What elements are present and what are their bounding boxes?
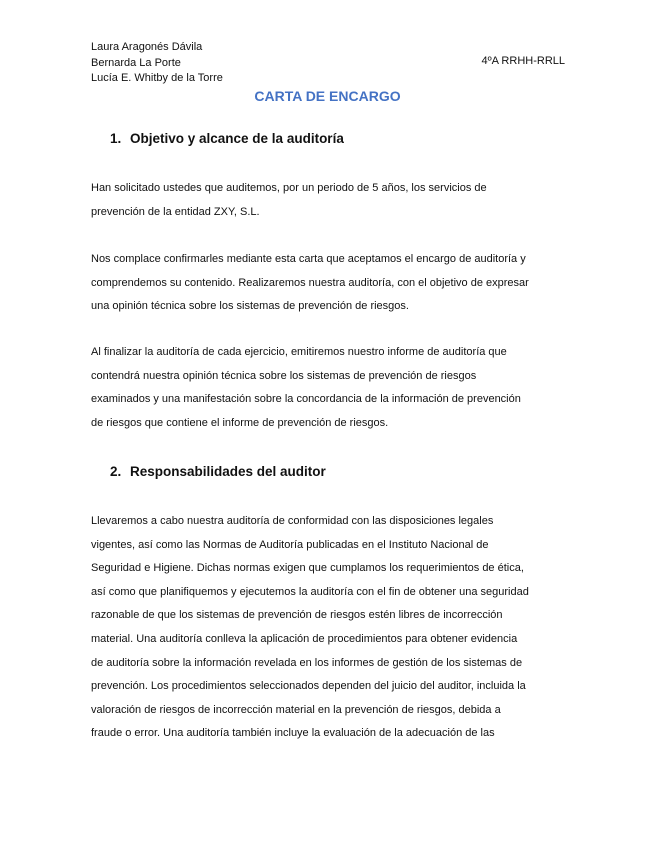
text-line: examinados y una manifestación sobre la concordancia de la información de prevención: [91, 393, 521, 406]
text-line: fraude o error. Una auditoría también incluye la evaluación de la adecuación de las: [91, 727, 495, 740]
section-heading: [110, 131, 344, 146]
paragraph: [91, 341, 566, 435]
text-line: de riesgos que contiene el informe de prevención de riesgos.: [91, 416, 389, 429]
author-name: Lucía E. Whitby de la Torre: [91, 72, 223, 84]
text-line: de auditoría sobre la información revelada en los informes de gestión de los sistemas de: [91, 656, 523, 669]
section-title: Objetivo y alcance de la auditoría: [130, 131, 344, 146]
text-line: Seguridad e Higiene. Dichas normas exigen que cumplamos los requerimientos de ética,: [91, 562, 524, 575]
author-list: [91, 40, 223, 87]
text-line: material. Una auditoría conlleva la aplicación de procedimientos para obtener evidencia: [91, 632, 518, 645]
text-line: Han solicitado ustedes que auditemos, por un periodo de 5 años, los servicios de: [91, 182, 487, 194]
text-line: valoración de riesgos de incorrección material en la prevención de riesgos, debida a: [91, 703, 501, 716]
text-line: Al finalizar la auditoría de cada ejercicio, emitiremos nuestro informe de auditoría que: [91, 346, 507, 358]
text-line: una opinión técnica sobre los sistemas de prevención de riesgos.: [91, 300, 409, 313]
author-name: Bernarda La Porte: [91, 56, 181, 69]
author-name: Laura Aragonés Dávila: [91, 41, 203, 53]
text-line: Nos complace confirmarles mediante esta carta que aceptamos el encargo de auditoría y: [91, 253, 526, 265]
paragraph: [91, 510, 566, 746]
section-number: 1.: [110, 131, 122, 146]
text-line: contendrá nuestra opinión técnica sobre los sistemas de prevención de riesgos: [91, 369, 477, 382]
section-number: 2.: [110, 464, 122, 479]
text-line: prevención de la entidad ZXY, S.L.: [91, 205, 260, 218]
paragraph: [91, 248, 566, 319]
course-label: 4ºA RRHH-RRLL: [481, 55, 565, 67]
text-line: comprendemos su contenido. Realizaremos nuestra auditoría, con el objetivo de expresar: [91, 276, 529, 289]
paragraph: [91, 177, 566, 224]
text-line: Llevaremos a cabo nuestra auditoría de conformidad con las disposiciones legales: [91, 515, 494, 527]
section-title: Responsabilidades del auditor: [130, 464, 326, 479]
text-line: vigentes, así como las Normas de Auditoría publicadas en el Instituto Nacional de: [91, 538, 489, 551]
document-title: CARTA DE ENCARGO: [254, 88, 401, 104]
text-line: así como que planifiquemos y ejecutemos la auditoría con el fin de obtener una seguridad: [91, 585, 529, 598]
text-line: prevención. Los procedimientos seleccionados dependen del juicio del auditor, incluida la: [91, 680, 526, 693]
text-line: razonable de que los sistemas de prevención de riesgos estén libres de incorrección: [91, 609, 503, 622]
section-heading: [110, 464, 326, 479]
